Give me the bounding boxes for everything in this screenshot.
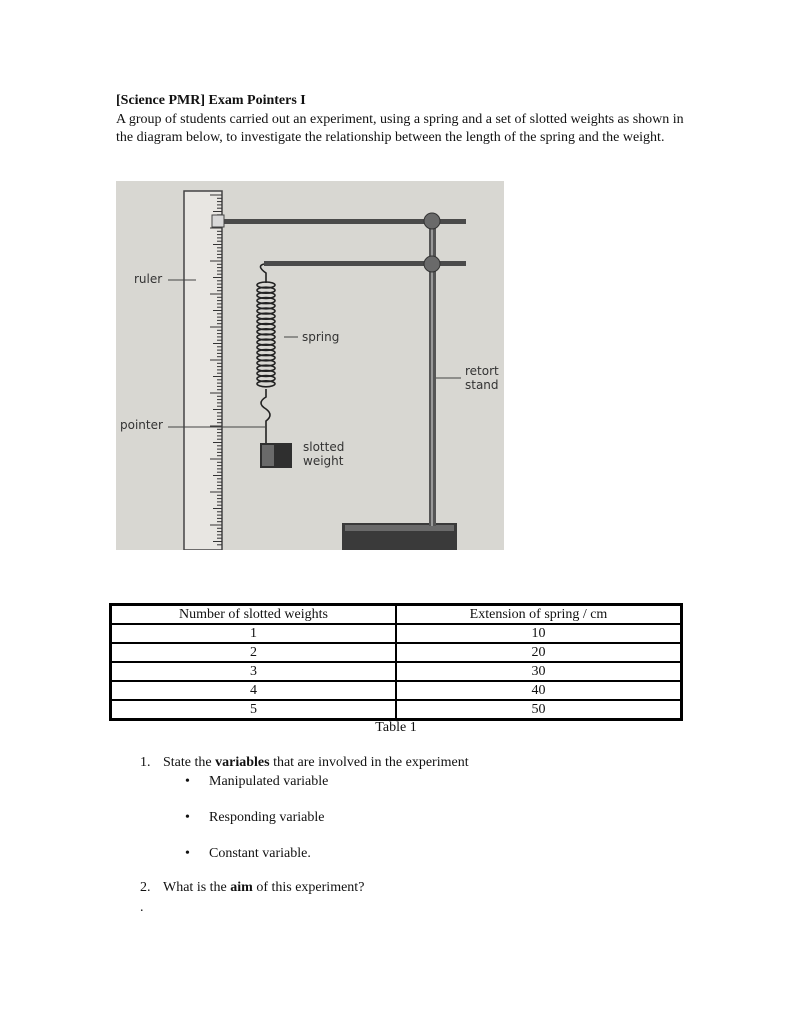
question-keyword: aim <box>230 880 253 895</box>
table-cell: 1 <box>111 624 396 643</box>
table-cell: 2 <box>111 643 396 662</box>
retort-stand-label-line1: retort <box>465 364 499 378</box>
table-cell: 4 <box>111 681 396 700</box>
bullet-text: Manipulated variable <box>209 774 329 789</box>
retort-stand-label-line2: stand <box>465 378 499 392</box>
table-cell: 5 <box>111 700 396 719</box>
ruler-label: ruler <box>134 272 163 286</box>
table-cell: 40 <box>396 681 681 700</box>
document-title: [Science PMR] Exam Pointers I <box>116 93 306 108</box>
table-row <box>111 662 681 681</box>
table-cell: 50 <box>396 700 681 719</box>
column-header: Number of slotted weights <box>111 605 396 624</box>
table-cell: 3 <box>111 662 396 681</box>
pointer-label: pointer <box>120 418 163 432</box>
table-row <box>111 681 681 700</box>
table-caption: Table 1 <box>375 720 417 735</box>
question-keyword: variables <box>215 755 270 770</box>
results-table <box>109 603 683 721</box>
table-row <box>111 624 681 643</box>
question-2 <box>140 880 364 896</box>
question-text-post: of this experiment? <box>252 880 365 895</box>
table-cell: 30 <box>396 662 681 681</box>
question-1 <box>140 755 469 771</box>
list-item <box>185 846 311 862</box>
spring-label: spring <box>302 330 340 344</box>
table-row <box>111 700 681 719</box>
ruler-drawing <box>184 191 222 550</box>
question-text-post: that are involved in the experiment <box>269 755 469 770</box>
table-row <box>111 643 681 662</box>
question-text-pre: What is the <box>163 880 231 895</box>
bullet-icon: • <box>185 846 190 861</box>
table-cell: 20 <box>396 643 681 662</box>
slotted-weight-drawing <box>260 443 292 468</box>
question-text-pre: State the <box>163 755 216 770</box>
intro-paragraph: A group of students carried out an experiment, using a spring and a set of slotted weights as shown in the diagram below, to investigate the relationship between the length of the spring and the weight. <box>116 112 684 145</box>
list-item <box>185 774 328 790</box>
bullet-text: Constant variable. <box>209 846 311 861</box>
experiment-diagram <box>116 181 504 550</box>
question-number: 1. <box>140 755 151 770</box>
column-header: Extension of spring / cm <box>396 605 681 624</box>
bullet-icon: • <box>185 810 190 825</box>
question-number: 2. <box>140 880 151 895</box>
table-header-row <box>111 605 681 624</box>
trailing-mark: . <box>140 900 144 915</box>
slotted-weight-label-line1: slotted <box>303 440 345 454</box>
bullet-icon: • <box>185 774 190 789</box>
bullet-text: Responding variable <box>209 810 325 825</box>
table-cell: 10 <box>396 624 681 643</box>
list-item <box>185 810 324 826</box>
slotted-weight-label-line2: weight <box>303 454 344 468</box>
